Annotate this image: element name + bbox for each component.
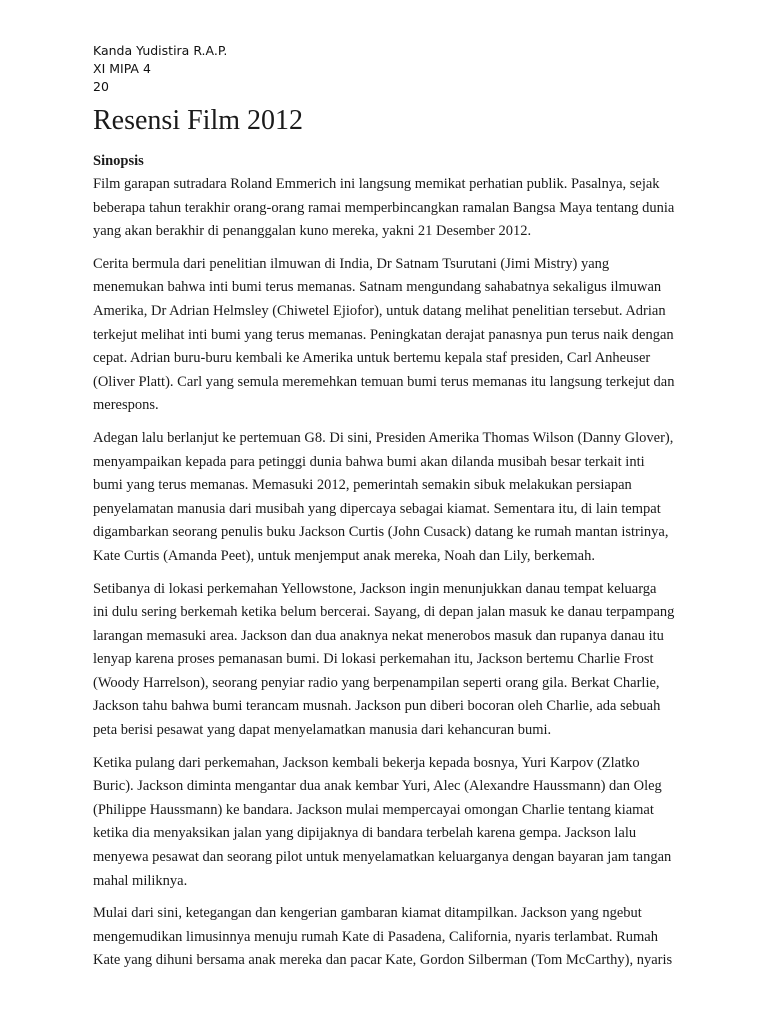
document-title: Resensi Film 2012 [93, 105, 304, 136]
paragraph: Adegan lalu berlanjut ke pertemuan G8. Di sini, Presiden Amerika Thomas Wilson (Danny Glover), menyampaikan kepada para petinggi dunia bahwa bumi akan dilanda musibah besar terkait inti bumi yang terus memanas. Memasuki 2012, pemerintah semakin sibuk melakukan persiapan penyelamatan manusia dari musibah yang dipercaya sebagai kiamat. Sementara itu, di lain tempat digambarkan seorang penulis buku Jackson Curtis (John Cusack) datang ke rumah mantan istrinya, Kate Curtis (Amanda Peet), untuk menjemput anak mereka, Noah dan Lily, berkemah. [93, 429, 674, 564]
document-page [93, 42, 675, 982]
paragraph: Ketika pulang dari perkemahan, Jackson kembali bekerja kepada bosnya, Yuri Karpov (Zlatko Buric). Jackson diminta mengantar dua anak kembar Yuri, Alec (Alexandre Haussmann) dan Oleg (Philippe Haussmann) ke bandara. Jackson mulai mempercayai omongan Charlie tentang kiamat ketika dia menyaksikan jalan yang dipijaknya di bandara terbelah karena gempa. Jackson lalu menyewa pesawat dan seorang pilot untuk menyelamatkan keluarganya dengan bayaran jam tangan mahal miliknya. [93, 754, 672, 889]
author-name: Kanda Yudistira R.A.P. [93, 43, 228, 58]
section-heading-sinopsis: Sinopsis [93, 153, 144, 169]
author-number: 20 [93, 79, 109, 94]
paragraph: Film garapan sutradara Roland Emmerich ini langsung memikat perhatian publik. Pasalnya, sejak beberapa tahun terakhir orang-orang ramai memperbincangkan ramalan Bangsa Maya tentang dunia yang akan berakhir di penanggalan kuno mereka, yakni 21 Desember 2012. [93, 176, 675, 240]
author-class: XI MIPA 4 [93, 61, 151, 76]
paragraph: Cerita bermula dari penelitian ilmuwan di India, Dr Satnam Tsurutani (Jimi Mistry) yang menemukan bahwa inti bumi terus memanas. Satnam mengundang sahabatnya sekaligus ilmuwan Amerika, Dr Adrian Helmsley (Chiwetel Ejiofor), untuk datang melihat penelitian tersebut. Adrian terkejut melihat inti bumi yang terus memanas. Peningkatan derajat panasnya pun terus naik dengan cepat. Adrian buru-buru kembali ke Amerika untuk bertemu kepala staf presiden, Carl Anheuser (Oliver Platt). Carl yang semula meremehkan temuan bumi terus memanas itu langsung terkejut dan merespons. [93, 255, 675, 414]
paragraph: Setibanya di lokasi perkemahan Yellowstone, Jackson ingin menunjukkan danau tempat keluarga ini dulu sering berkemah ketika belum bercerai. Sayang, di depan jalan masuk ke danau terpampang larangan memasuki area. Jackson dan dua anaknya nekat menerobos masuk dan rupanya danau itu lenyap karena proses pemanasan bumi. Di lokasi perkemahan itu, Jackson bertemu Charlie Frost (Woody Harrelson), seorang penyiar radio yang berpenampilan seperti orang gila. Berkat Charlie, Jackson tahu bahwa bumi terancam musnah. Jackson pun diberi bocoran oleh Charlie, ada sebuah peta berisi pesawat yang dapat menyelamatkan manusia dari kehancuran bumi. [93, 580, 675, 739]
paragraph: Mulai dari sini, ketegangan dan kengerian gambaran kiamat ditampilkan. Jackson yang ngebut mengemudikan limusinnya menuju rumah Kate di Pasadena, California, nyaris terlambat. Rumah Kate yang dihuni bersama anak mereka dan pacar Kate, Gordon Silberman (Tom McCarthy), nyaris [93, 905, 673, 969]
